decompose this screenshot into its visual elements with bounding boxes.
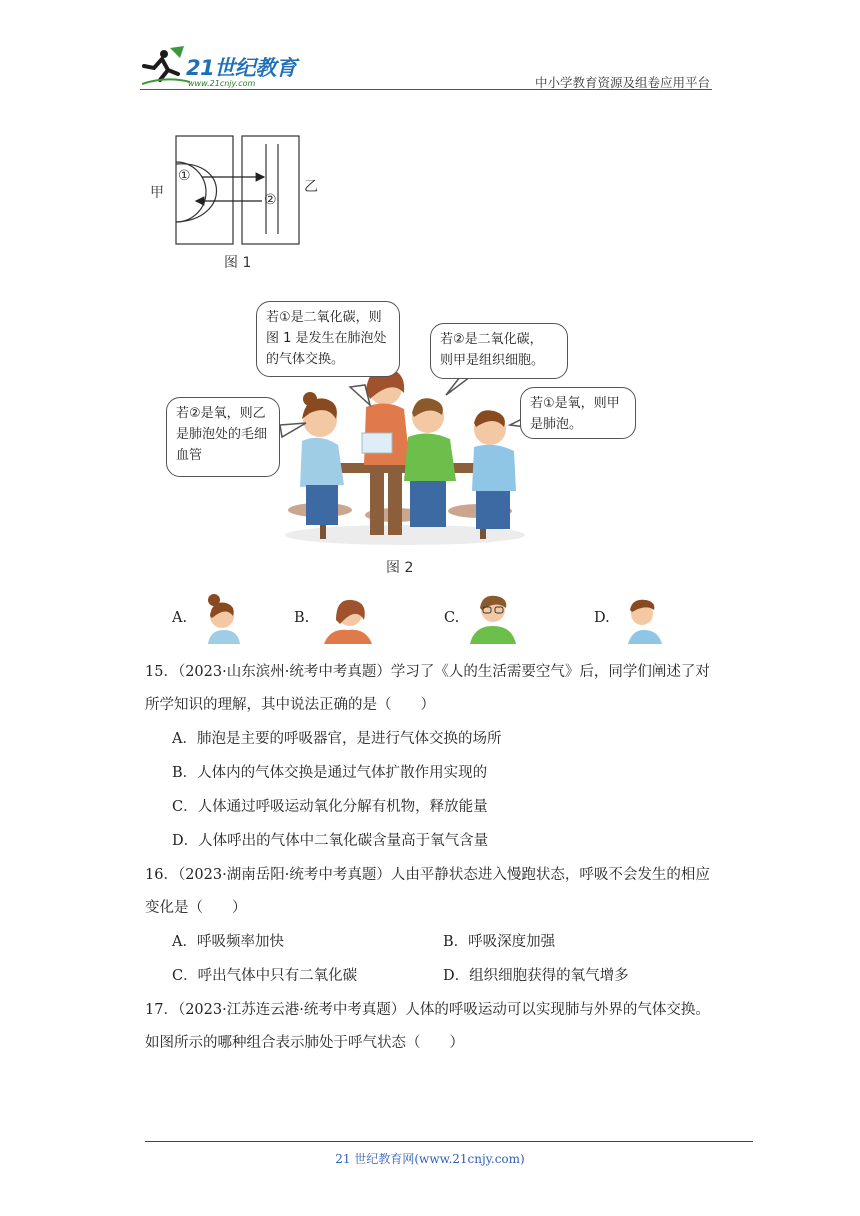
bubble-1-line-3: 的气体交换。	[266, 352, 345, 367]
figure-1	[150, 130, 330, 280]
bubble-3-line-2: 是肺泡处的毛细	[176, 427, 268, 442]
figure-1-caption: 图 1	[224, 255, 252, 271]
q16-stem-line-2: 变化是（ ）	[145, 900, 247, 916]
option-d-boy-icon[interactable]	[624, 598, 664, 644]
q15-option-a[interactable]: A．肺泡是主要的呼吸器官，是进行气体交换的场所	[172, 731, 502, 747]
bubble-2-line-2: 则甲是组织细胞。	[440, 353, 545, 368]
platform-name: 中小学教育资源及组卷应用平台	[534, 75, 710, 90]
bubble-3-line-1: 若②是氧，则乙	[176, 406, 266, 421]
q17-stem-line-1: 17．（2023·江苏连云港·统考中考真题）人体的呼吸运动可以实现肺与外界的气体交换。	[145, 1002, 710, 1018]
label-jia: 甲	[150, 185, 164, 201]
q16-stem-line-1: 16．（2023·湖南岳阳·统考中考真题）人由平静状态进入慢跑状态，呼吸不会发生的相应	[145, 867, 710, 883]
q14-option-a-label[interactable]: A.	[172, 610, 188, 626]
bubble-3-line-3: 血管	[176, 448, 203, 463]
footer-link[interactable]: 21 世纪教育网(www.21cnjy.com)	[335, 1152, 525, 1166]
q14-option-d-label[interactable]: D.	[594, 610, 610, 626]
marker-1: ①	[178, 168, 191, 184]
label-yi: 乙	[304, 179, 318, 195]
q17-stem-line-2: 如图所示的哪种组合表示肺处于呼气状态（ ）	[145, 1035, 464, 1051]
bubble-4-line-2: 是肺泡。	[530, 417, 583, 432]
logo-url: www.21cnjy.com	[188, 79, 256, 88]
footer-divider	[145, 1141, 753, 1142]
q16-option-b[interactable]: B．呼吸深度加强	[443, 934, 556, 950]
bubble-2-line-1: 若②是二氧化碳，	[440, 332, 543, 347]
gas-exchange-diagram	[150, 130, 330, 250]
q15-stem-line-1: 15．（2023·山东滨州·统考中考真题）学习了《人的生活需要空气》后，同学们阐述了对	[145, 664, 710, 680]
q16-option-d[interactable]: D．组织细胞获得的氧气增多	[443, 968, 629, 984]
bubble-1-line-2: 图 1 是发生在肺泡处	[266, 331, 387, 346]
q14-options	[170, 592, 690, 644]
logo-runner-icon	[140, 44, 192, 88]
speech-bubble-1	[256, 301, 400, 377]
logo-text: 21世纪教育	[186, 56, 297, 80]
option-b-standing-girl-icon[interactable]	[320, 594, 376, 644]
header-divider	[140, 89, 712, 90]
option-a-girl-icon[interactable]	[200, 594, 246, 644]
option-c-boy-green-icon[interactable]	[468, 592, 518, 644]
figure-2	[160, 295, 650, 580]
q14-option-b-label[interactable]: B.	[294, 610, 310, 626]
q14-option-c-label[interactable]: C.	[444, 610, 460, 626]
q15-option-d[interactable]: D．人体呼出的气体中二氧化碳含量高于氧气含量	[172, 833, 489, 849]
q15-option-c[interactable]: C．人体通过呼吸运动氧化分解有机物，释放能量	[172, 799, 488, 815]
speech-bubble-3	[166, 397, 280, 477]
bubble-4-line-1: 若①是氧，则甲	[530, 396, 620, 411]
speech-bubble-4	[520, 387, 636, 439]
q15-option-b[interactable]: B．人体内的气体交换是通过气体扩散作用实现的	[172, 765, 488, 781]
figure-2-caption: 图 2	[386, 560, 414, 576]
q16-option-c[interactable]: C．呼出气体中只有二氧化碳	[172, 968, 358, 984]
marker-2: ②	[264, 192, 277, 208]
speech-bubble-2	[430, 323, 568, 379]
bubble-1-line-1: 若①是二氧化碳，则	[266, 310, 382, 325]
q15-stem-line-2: 所学知识的理解，其中说法正确的是（ ）	[145, 697, 435, 713]
q16-option-a[interactable]: A．呼吸频率加快	[172, 934, 284, 950]
